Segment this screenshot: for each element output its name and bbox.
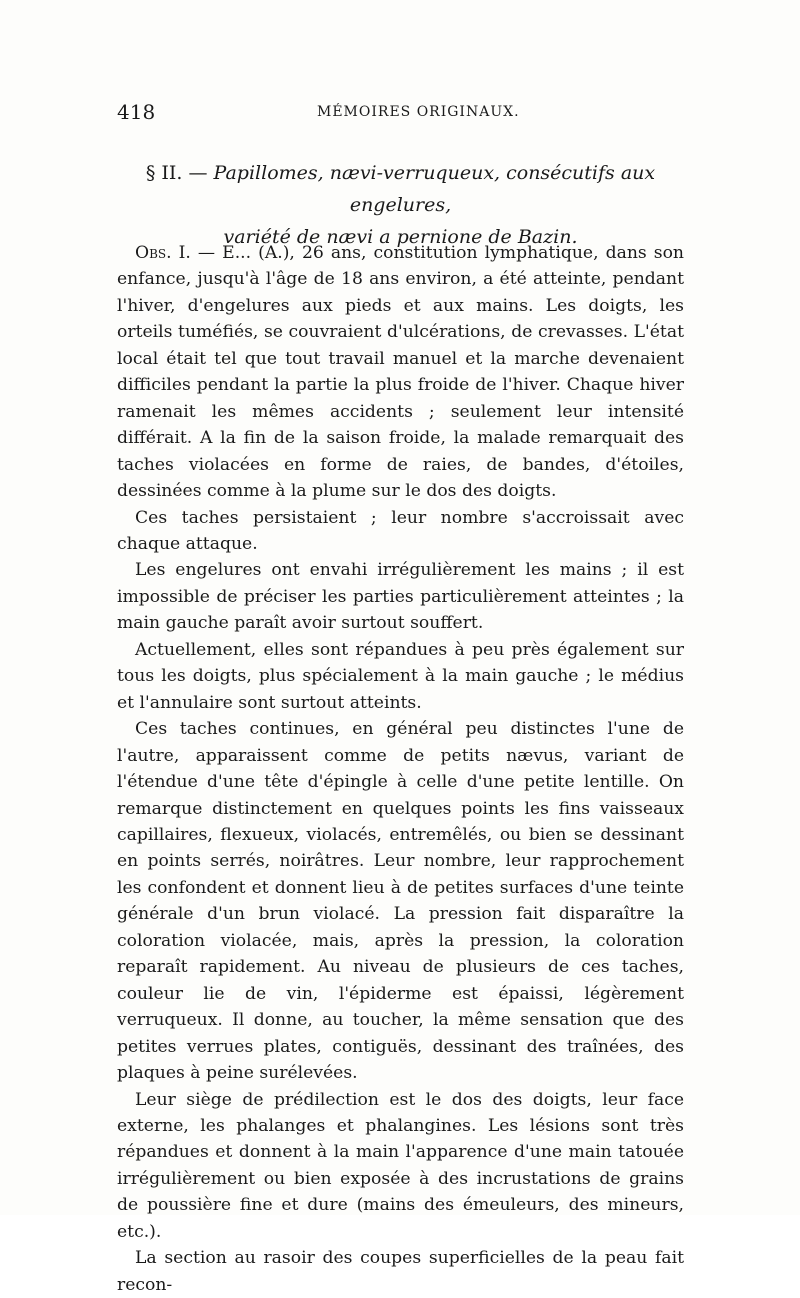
paragraph-4: Actuellement, elles sont répandues à peu près également sur tous les doigts, plus spécialement à la main gauche ; le médius et l'annulaire sont surtout atteints. — [117, 639, 684, 713]
observation-label: Obs. I. — E... (A.), — [135, 243, 295, 263]
paragraph-5: Ces taches continues, en général peu distinctes l'une de l'autre, apparaissent comme de petits nævus, variant de l'étendue d'une tête d'épingle à celle d'une petite lentille. On remarque distinctement en quelques points les fins vaisseaux capillaires, flexueux, violacés, entremêlés, ou bien se dessinant en points serrés, noirâtres. Leur nombre, leur rapprochement les confondent et donnent lieu à de petites surfaces d'une teinte générale d'un brun violacé. La pression fait disparaître la coloration violacée, mais, après la pression, la coloration reparaît rapidement. Au niveau de plusieurs de ces taches, couleur lie de vin, l'épiderme est épaissi, légèrement verruqueux. Il donne, au toucher, la même sensation que des petites verrues plates, contiguës, dessinant des traînées, des plaques à peine surélevées. — [117, 719, 684, 1084]
paragraph-observation — [117, 240, 684, 505]
section-number: § II. — — [145, 162, 208, 184]
section-title-line-1: Papillomes, nævi-verruqueux, consécutifs aux engelures, — [213, 162, 656, 216]
running-head — [117, 100, 684, 126]
body-text — [117, 240, 684, 1298]
paragraph-6: Leur siège de prédilection est le dos des doigts, leur face externe, les phalanges et phalangines. Les lésions sont très répandues et donnent à la main l'apparence d'une main tatouée irrégulièrement ou bien exposée à des incrustations de grains de poussière fine et dure (mains des émeuleurs, des mineurs, etc.). — [117, 1089, 684, 1242]
paragraph-2: Ces taches persistaient ; leur nombre s'accroissait avec chaque attaque. — [117, 507, 684, 554]
running-title: MÉMOIRES ORIGINAUX. — [317, 104, 520, 120]
section-title-line-2: variété de nævi a pernione de Bazin. — [223, 226, 578, 248]
section-heading-line-1 — [117, 157, 684, 221]
paragraph-3: Les engelures ont envahi irrégulièrement les mains ; il est impossible de préciser les parties particulièrement atteintes ; la main gauche paraît avoir surtout souffert. — [117, 560, 684, 634]
page-number: 418 — [117, 100, 156, 124]
paragraph-1: 26 ans, constitution lymphatique, dans son enfance, jusqu'à l'âge de 18 ans environ, a été atteinte, pendant l'hiver, d'engelures aux pieds et aux mains. Les doigts, les orteils tuméfiés, se couvraient d'ulcérations, de crevasses. L'état local était tel que tout travail manuel et la marche devenaient difficiles pendant la partie la plus froide de l'hiver. Chaque hiver ramenait les mêmes accidents ; seulement leur intensité différait. A la fin de la saison froide, la malade remarquait des taches violacées en forme de raies, de bandes, d'étoiles, dessinées comme à la plume sur le dos des doigts. — [117, 243, 684, 502]
paragraph-7: La section au rasoir des coupes superficielles de la peau fait recon- — [117, 1248, 684, 1295]
section-heading — [117, 157, 684, 253]
